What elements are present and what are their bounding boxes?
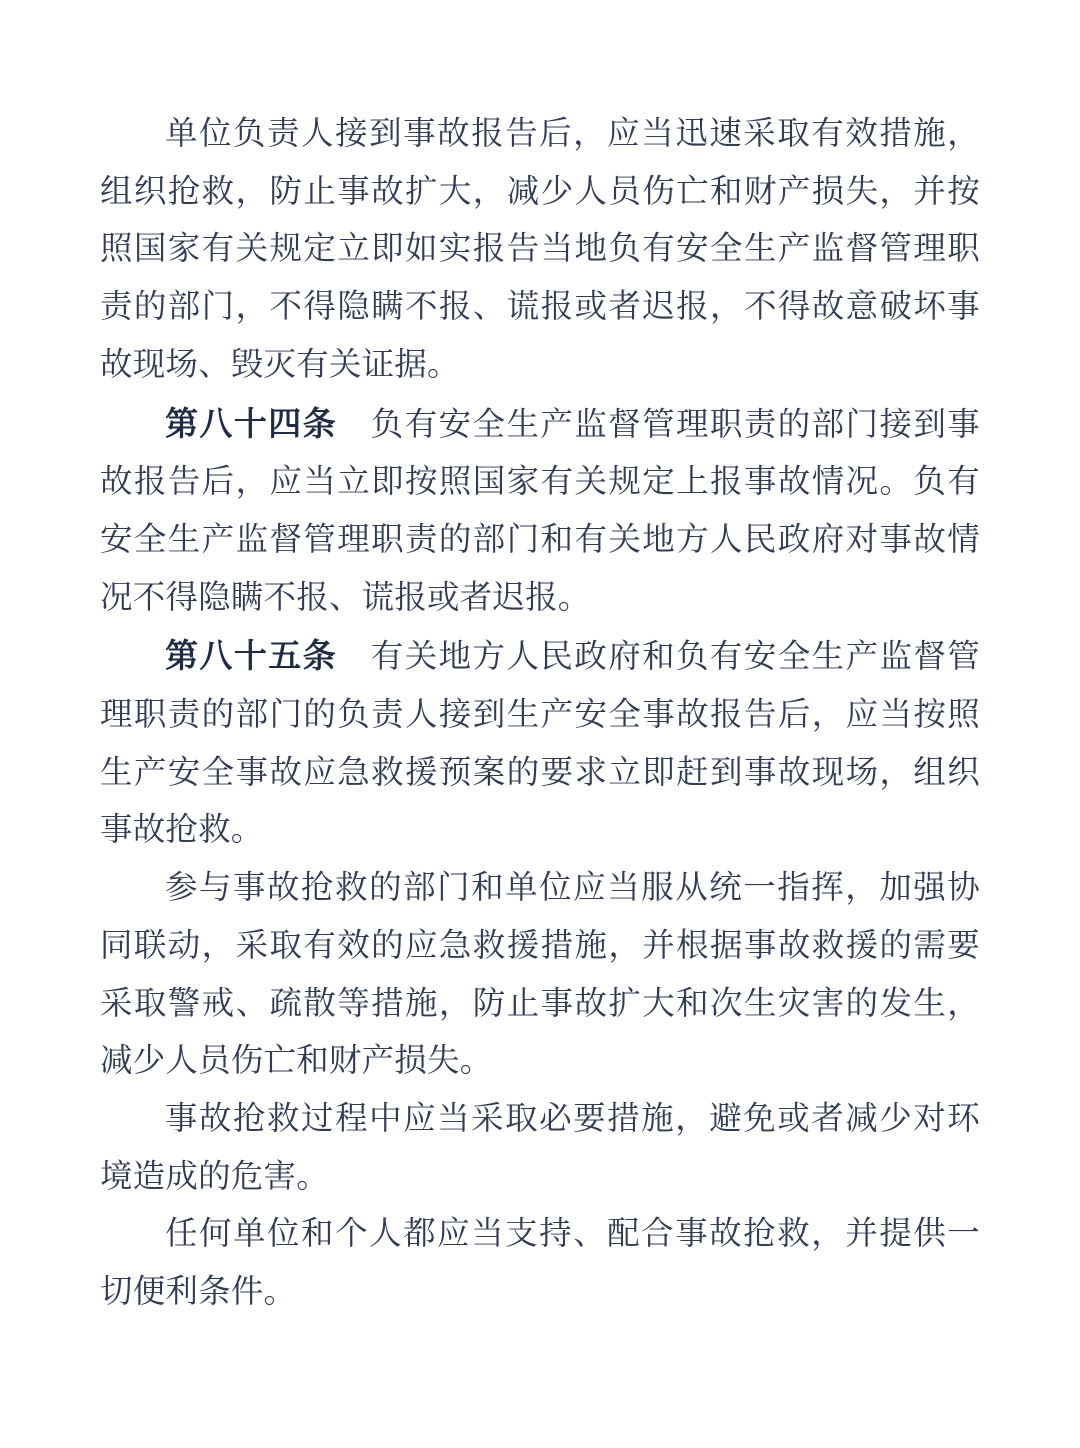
paragraph-text: 负有安全生产监督管理职责的部门接到事故报告后，应当立即按照国家有关规定上报事故情况。负有安全生产监督管理职责的部门和有关地方人民政府对事故情况不得隐瞒不报、谎报或者迟报。	[100, 406, 981, 616]
article-number-84: 第八十四条	[165, 404, 338, 442]
paragraph-text: 事故抢救过程中应当采取必要措施，避免或者减少对环境造成的危害。	[100, 1100, 980, 1195]
article-text-block	[100, 106, 980, 1322]
article-number-85: 第八十五条	[165, 637, 338, 675]
paragraph-text: 有关地方人民政府和负有安全生产监督管理职责的部门的负责人接到生产安全事故报告后，应当按照生产安全事故应急救援预案的要求立即赶到事故现场，组织事故抢救。	[100, 639, 981, 849]
paragraph-text: 任何单位和个人都应当支持、配合事故抢救，并提供一切便利条件。	[100, 1216, 980, 1311]
paragraph	[100, 106, 980, 395]
paragraph-text: 参与事故抢救的部门和单位应当服从统一指挥，加强协同联动，采取有效的应急救援措施，并根据事故救援的需要采取警戒、疏散等措施，防止事故扩大和次生灾害的发生，减少人员伤亡和财产损失。	[100, 870, 980, 1080]
paragraph	[100, 860, 980, 1091]
paragraph	[100, 395, 980, 628]
paragraph	[100, 1206, 980, 1321]
paragraph	[100, 627, 980, 860]
paragraph	[100, 1091, 980, 1206]
paragraph-text: 单位负责人接到事故报告后，应当迅速采取有效措施，组织抢救，防止事故扩大，减少人员伤亡和财产损失，并按照国家有关规定立即如实报告当地负有安全生产监督管理职责的部门，不得隐瞒不报、谎报或者迟报，不得故意破坏事故现场、毁灭有关证据。	[100, 116, 980, 383]
